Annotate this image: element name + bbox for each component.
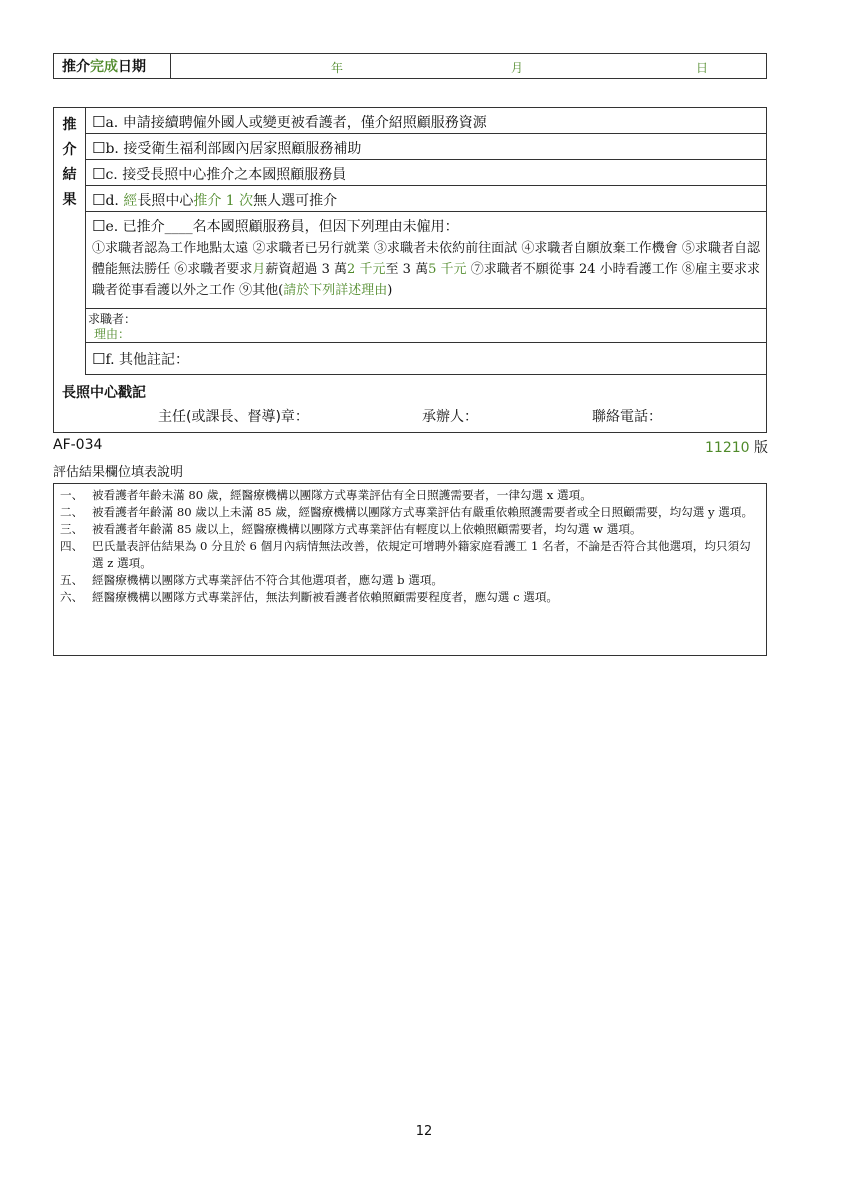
job-seeker-label: 求職者： (88, 312, 137, 326)
phone-label: 聯絡電話： (592, 409, 662, 425)
option-b-row[interactable] (86, 134, 766, 160)
note-number: 一、 (60, 488, 84, 502)
note-text: 被看護者年齡滿 80 歲以上未滿 85 歲，經醫療機構以團隊方式專業評估有嚴重依賴照護需要者或全日照顧需要，均勾選 y 選項。 (92, 505, 754, 519)
note-text: 被看護者年齡未滿 80 歲，經醫療機構以團隊方式專業評估有全日照護需要者，一律勾選 x 選項。 (92, 488, 592, 502)
note-number: 六、 (60, 590, 84, 604)
note-item (60, 589, 760, 606)
date-label-part-1: 推介 (62, 59, 90, 75)
referral-completion-date-row (53, 53, 767, 79)
option-d-green-1: 經 (123, 193, 138, 209)
option-e-row[interactable] (86, 212, 766, 308)
date-label-part-3: 日期 (118, 59, 146, 75)
note-text: 經醫療機構以團隊方式專業評估，無法判斷被看護者依賴照顧需要程度者，應勾選 c 選項。 (92, 590, 559, 604)
option-c-row[interactable] (86, 160, 766, 186)
version-suffix: 版 (749, 440, 768, 456)
referral-result-table (53, 107, 767, 433)
note-number: 五、 (60, 573, 84, 587)
reason-label: 理由： (94, 327, 131, 341)
note-text: 被看護者年齡滿 85 歲以上，經醫療機構以團隊方式專業評估有輕度以上依賴照顧需要者，均勾選 w 選項。 (92, 522, 642, 536)
side-char-3: 結 (62, 167, 77, 183)
handler-label: 承辦人： (422, 409, 478, 425)
note-item (60, 487, 760, 504)
reasons-text-3: 至 3 萬 (385, 262, 429, 277)
option-d-row[interactable] (86, 186, 766, 212)
reasons-text-5: ) (387, 283, 393, 298)
page-number: 12 (415, 1124, 433, 1139)
notes-box (53, 483, 767, 656)
option-c-label: c. 接受長照中心推介之本國照顧服務員 (105, 167, 347, 183)
option-d-mid-1: 長照中心 (137, 193, 194, 209)
option-e-label: e. 已推介____名本國照顧服務員，但因下列理由未僱用： (105, 219, 459, 235)
reasons-text-1: ①求職者認為工作地點太遠 ②求職者已另行就業 ③求職者未依約前往面試 ④求職者自願放棄工作機會 ⑤求職者自認體能無法勝任 ⑥求職者要求 (92, 241, 760, 277)
option-f-label: f. 其他註記： (105, 352, 190, 368)
side-char-2: 介 (62, 142, 77, 158)
side-char-1: 推 (62, 117, 77, 133)
note-number: 四、 (60, 539, 84, 553)
note-text: 巴氏量表評估結果為 0 分且於 6 個月內病情無法改善，依規定可增聘外籍家庭看護工 1 名者，不論是否符合其他選項，均只須勾選 z 選項。 (92, 539, 751, 570)
reasons-green-please: 請於下列詳述理由 (283, 283, 388, 298)
note-item (60, 572, 760, 589)
option-d-green-2: 推介 1 次 (193, 193, 254, 209)
note-item (60, 521, 760, 538)
version-number: 11210 (705, 440, 750, 456)
reasons-green-5k: 5 千元 (428, 262, 467, 277)
reasons-green-2k: 2 千元 (347, 262, 386, 277)
form-code: AF-034 (53, 437, 103, 453)
option-b-label: b. 接受衛生福利部國內居家照顧服務補助 (105, 141, 362, 157)
job-seeker-reason-row[interactable] (86, 308, 766, 343)
center-stamp-title: 長照中心戳記 (62, 385, 146, 401)
option-e-reasons (92, 238, 760, 301)
option-d-mid-2: 無人選可推介 (253, 193, 338, 209)
version-label (705, 437, 768, 457)
date-label-part-2: 完成 (90, 59, 118, 75)
note-number: 三、 (60, 522, 84, 536)
date-label (54, 54, 171, 78)
reasons-text-2: 薪資超過 3 萬 (265, 262, 348, 277)
option-e-checkbox[interactable]: ☐ (92, 217, 106, 235)
option-b-checkbox[interactable]: ☐ (92, 139, 106, 157)
option-a-row[interactable] (86, 108, 766, 134)
side-char-4: 果 (62, 192, 77, 208)
reasons-text-4: ⑦求職者不願從事 24 小時看護工作 ⑧雇主要求求職者從事看護以外之工作 ⑨其他( (92, 262, 760, 298)
option-a-label: a. 申請接續聘僱外國人或變更被看護者，僅介紹照顧服務資源 (105, 115, 487, 131)
note-text: 經醫療機構以團隊方式專業評估不符合其他選項者，應勾選 b 選項。 (92, 573, 444, 587)
note-number: 二、 (60, 505, 84, 519)
note-item (60, 538, 760, 572)
day-label: 日 (696, 61, 709, 75)
option-d-checkbox[interactable]: ☐ (92, 191, 106, 209)
note-item (60, 504, 760, 521)
option-f-row[interactable] (86, 343, 766, 375)
date-fields[interactable] (171, 54, 766, 78)
option-c-checkbox[interactable]: ☐ (92, 165, 106, 183)
option-a-checkbox[interactable]: ☐ (92, 113, 106, 131)
notes-heading: 評估結果欄位填表說明 (53, 465, 184, 480)
reasons-green-month: 月 (252, 262, 266, 277)
referral-result-side-label (54, 108, 86, 375)
month-label: 月 (511, 61, 524, 75)
year-label: 年 (331, 61, 344, 75)
supervisor-stamp-label: 主任(或課長、督導)章： (158, 409, 309, 425)
option-d-prefix: d. (105, 193, 124, 209)
option-f-checkbox[interactable]: ☐ (92, 350, 106, 368)
